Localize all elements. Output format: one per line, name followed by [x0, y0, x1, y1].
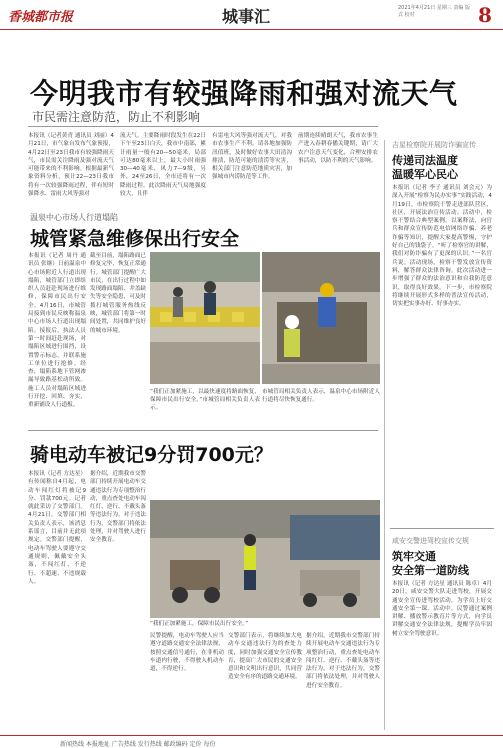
- lead-col-4: 前期连续晴朗天气，我市农事生产进入春耕春播关键期，请广大农户注意天气变化，合理安排农事活动，以防不利的天气影响。: [298, 133, 378, 164]
- column-divider: [384, 140, 385, 730]
- lead-col-2: 流天气。主要降雨时段发生在22日下午至23日白天，我市中南部，累计雨量一般有20—50毫米，局部可达80毫米以上，最大小时雨强30—40毫米，风力7—9级，另外，24至26日，全市还将有一次降雨过程。此次降雨天气局地强度较大，且伴: [120, 133, 206, 198]
- repair-kicker: 温泉中心市场人行道塌陷: [30, 213, 118, 222]
- lead-headline: 今明我市有较强降雨和强对流天气: [30, 77, 458, 110]
- repair-photo-2: [262, 252, 380, 384]
- ebike-col-1: 本报讯（记者 方达星）有传闻称自4月起，电动车闯红灯将被记9分、罚款700元。记者就此采访了交警部门。4月21日，交警部门相关负责人表示，该消息系谣言，目前并无此项规定。交警部门提醒，电动车驾驶人要遵守交通规则，佩戴安全头盔，不闯红灯、不逆行、不超速、不违规载人。: [28, 471, 86, 585]
- ebike-caption: “我们正加紧施工，保障市民出行安全。”: [150, 621, 249, 627]
- lead-col-3: 有雷电大风等强对流天气，对我市农事生产不利。请各地加强防汛值班，及时做好农事大田清沟排渍，防范可能的渍涝等灾害，相关部门注意防范地质灾害，加强城市内涝防范等工作。: [212, 133, 292, 181]
- repair-site-illustration: [262, 252, 380, 384]
- ebike-col-5: 据介绍，近期我市交警部门持续开展电动车交通违法行为专项整治行动，重点查处电动车闯红灯、逆行、不戴头盔等违法行为。对于违法行为，交警部门将依法处理，并对驾驶人进行安全教育。: [306, 633, 380, 689]
- sidebar-2-body: 本报讯（记者 方达星 通讯员 陈卓）4月20日，咸安交警大队走进驾校，开展交通安全宣传进驾校活动，为学员上好交通安全第一课。活动中，民警通过案例讲解、播放警示教育片等方式，向学员讲解交通安全法律法规，提醒学员牢固树立安全驾驶意识。: [392, 581, 492, 637]
- lead-subhead: 市民需注意防范，防止不利影响: [32, 110, 201, 124]
- repair-caption-2: 市城管局相关负责人表示，温泉中心市场附近人行道将尽快恢复通行。: [262, 389, 380, 403]
- sidebar-2-title-2: 安全第一道防线: [392, 564, 469, 577]
- masthead: [0, 0, 503, 30]
- sidebar-2-title-1: 筑牢交通: [392, 550, 436, 563]
- sidebar-rule: [390, 528, 494, 529]
- repair-col-1: 本报讯（记者 周丹 通讯员 张继）日前温泉中心市场附近人行道出现塌陷，城管部门立即组织人员赶赴现场进行维修，保障市民出行安全。4月16日，市城管局接到市民反映称温泉中心市场人行道出现塌陷。接报后，执法人员第一时间赶赴现场，对塌陷区域进行围挡，设置警示标志，并联系施工单位进行抢修。经查，塌陷系地下管网渗漏导致路基松动所致。施工人员对塌陷区域进行开挖、回填、夯实，重新铺设人行道板。: [28, 253, 86, 409]
- lead-rule: [28, 126, 378, 127]
- sidebar-2-tag: 咸安交警进驾校宣传交规: [392, 537, 469, 545]
- issue-meta: 2021年4月21日 星期三 责编 版式 校对: [398, 5, 471, 18]
- ebike-col-3: 民警提醒，电动车驾驶人应当遵守道路交通安全法律法规，按照交通信号通行，在非机动车道内行驶，不得驶入机动车道，不得逆行。: [150, 633, 224, 673]
- ebike-col-2: 据介绍，近期我市交警部门持续开展电动车交通违法行为专项整治行动，重点查处电动车闯红灯、逆行、不戴头盔等违法行为。对于违法行为，交警部门将依法处理，并对驾驶人进行安全教育。: [90, 471, 146, 544]
- sidebar-1-body: 本报讯（记者 李子 通讯员 刘会元）为深入开展“检察为民办实事”实践活动，4月19日，市检察院干警走进部队营区、社区，开展法治宣传活动。活动中，检察干警结合典型案例，以案释法，向官兵和群众宣传防范电信网络诈骗、养老诈骗等知识，提醒大家提高警惕，守护好自己的钱袋子。“听了检察官的讲解，我们对防诈骗有了更深的认识。”一名官兵说。活动现场，检察干警发放宣传资料，解答群众法律咨询。此次活动进一步增强了群众的法治意识和自我防范意识，取得良好效果。下一步，市检察院将继续开展形式多样的普法宣传活动，切实把实事办好、好事办实。: [392, 185, 492, 308]
- repair-photo-1: [150, 252, 260, 384]
- lead-col-1: 本报讯（记者黄青 通讯员 刘丽）4月21日，市气象台发布气象预报，4月22日至23日我市有较强降雨天气，市民需关注降雨及强对流天气可能带来的不利影响。根据最新气象资料分析，预计22—23日我市将有一次较强降雨过程，伴有短时强降水、雷雨大风等强对: [28, 133, 114, 198]
- repair-rule: [28, 430, 378, 431]
- repair-caption-1: “我们正加紧施工，以最快速度将路面恢复，保障市民出行安全。”市城管局相关负责人表示。: [150, 389, 260, 411]
- ebike-title: 骑电动车被记9分罚700元？: [30, 444, 273, 466]
- traffic-police-illustration: [150, 500, 380, 618]
- section-title: 城事汇: [222, 7, 271, 26]
- repair-title: 城管紧急维修保出行安全: [30, 228, 240, 250]
- sidebar-1-tag: 吉星检察院开展防诈骗宣传: [392, 141, 476, 149]
- newspaper-logo: 香城都市报: [8, 10, 74, 25]
- page-number: 8: [478, 3, 492, 27]
- workers-illustration: [150, 252, 260, 384]
- repair-col-2: 截至目前，塌陷路面已修复完毕，恢复正常通行。城管部门提醒广大市民，在出行过程中如发现路面塌陷、井盖缺失等安全隐患，可及时拨打城管服务热线反映，城管部门将第一时间处置，共同维护良好的城市环境。: [90, 253, 146, 334]
- ebike-col-4: 交警部门表示，将继续加大电动车交通违法行为的查处力度，同时加强交通安全宣传教育，提高广大市民的交通安全意识和文明出行意识，共同营造安全有序的道路交通环境。: [228, 633, 302, 681]
- sidebar-1-title-1: 传递司法温度: [392, 154, 458, 167]
- ebike-photo: [150, 500, 380, 618]
- page-footer: 新闻热线 本报地址 广告热线 发行热线 邮政编码 定价 每份: [0, 735, 503, 748]
- sidebar-1-title-2: 温暖军心民心: [392, 168, 458, 181]
